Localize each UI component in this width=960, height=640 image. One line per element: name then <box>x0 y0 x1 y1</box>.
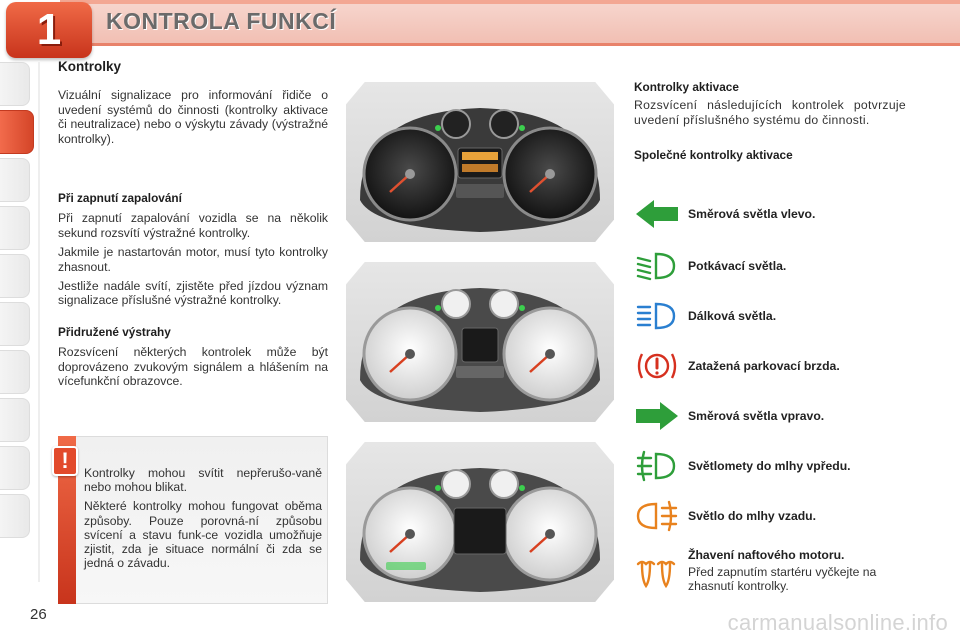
notice-paragraph-1: Kontrolky mohou svítit nepřerušo-vaně nebo mohou blikat. <box>84 466 322 495</box>
activation-title: Kontrolky aktivace <box>634 80 739 94</box>
chapter-tab[interactable] <box>0 254 30 298</box>
exclamation-icon: ! <box>52 446 78 476</box>
lamp-label: Světlomety do mlhy vpředu. <box>688 459 851 473</box>
chapter-tab[interactable] <box>0 398 30 442</box>
dashboard-image-3 <box>346 442 614 602</box>
page-title: KONTROLA FUNKCÍ <box>106 8 337 34</box>
chapter-tab[interactable] <box>0 494 30 538</box>
right-column <box>634 80 906 169</box>
activation-paragraph: Rozsvícení následujících kontrolek potvrzuje uvedení příslušného systému do činnosti. <box>634 98 906 127</box>
notice-paragraph-2: Některé kontrolky mohou fungovat oběma způsoby. Pouze porovná-ní způsobu svícení a stavu funk-ce vozidla umožňuje zjistit, zda je situace normální či zda se jedná o závadu. <box>84 499 322 571</box>
lamp-row-front-fog <box>634 448 851 484</box>
chapter-tab[interactable] <box>0 158 30 202</box>
dashboard-image-2 <box>346 262 614 422</box>
lamp-row-high-beam <box>634 298 776 334</box>
chapter-number: 1 <box>36 5 62 54</box>
warnings-title: Přidružené výstrahy <box>58 324 171 339</box>
dashboard-image-1 <box>346 82 614 242</box>
lamp-label: Směrová světla vpravo. <box>688 409 825 423</box>
ignition-paragraph-3: Jestliže nadále svítí, zjistěte před jízdou význam signalizace příslušné výstražné kontrolky. <box>58 279 328 308</box>
lamp-row-parking-brake <box>634 348 840 384</box>
warnings-paragraph: Rozsvícení některých kontrolek může být doprovázeno zvukovým signálem a hlášením na vícefunkční obrazovce. <box>58 345 328 389</box>
lamp-label: Zatažená parkovací brzda. <box>688 359 840 373</box>
lamp-row-turn-left <box>634 196 815 232</box>
section-title: Kontrolky <box>58 59 122 74</box>
ignition-paragraph-2: Jakmile je nastartován motor, musí tyto kontrolky zhasnout. <box>58 245 328 274</box>
lamp-row-turn-right <box>634 398 824 434</box>
chapter-tab[interactable] <box>0 206 30 250</box>
chapter-tabs <box>0 62 36 542</box>
lamp-label: Směrová světla vlevo. <box>688 207 816 221</box>
front-fog-icon <box>634 448 680 484</box>
left-column <box>58 60 328 394</box>
glow-plug-text <box>688 548 908 593</box>
lamp-row-low-beam <box>634 248 786 284</box>
arrow-right-icon <box>634 398 680 434</box>
instrument-cluster-icon <box>346 262 614 422</box>
lamp-label: Potkávací světla. <box>688 259 787 273</box>
instrument-cluster-icon <box>346 82 614 242</box>
chapter-tab[interactable] <box>0 350 30 394</box>
side-divider <box>38 62 40 582</box>
ignition-title: Při zapnutí zapalování <box>58 191 182 206</box>
notice-text <box>84 466 322 575</box>
glow-plug-note: Před zapnutím startéru vyčkejte na zhasnutí kontrolky. <box>688 565 877 593</box>
lamp-row-glow-plug <box>634 548 908 593</box>
lamp-label: Dálková světla. <box>688 309 777 323</box>
chapter-tab-active[interactable] <box>0 110 34 154</box>
lamp-label: Žhavení naftového motoru. <box>688 548 845 562</box>
parking-brake-icon <box>634 348 680 384</box>
rear-fog-icon <box>634 498 680 534</box>
intro-paragraph: Vizuální signalizace pro informování řidiče o uvedení systémů do činnosti (kontrolky aktivace či neutralizace) nebo o výskytu závady (výstražné kontrolky). <box>58 88 328 146</box>
ignition-paragraph-1: Při zapnutí zapalování vozidla se na několik sekund rozsvítí výstražné kontrolky. <box>58 211 328 240</box>
chapter-tab[interactable] <box>0 302 30 346</box>
low-beam-icon <box>634 248 680 284</box>
lamp-label: Světlo do mlhy vzadu. <box>688 509 816 523</box>
page-number: 26 <box>30 606 47 623</box>
common-activation-title: Společné kontrolky aktivace <box>634 148 793 163</box>
lamp-row-rear-fog <box>634 498 816 534</box>
chapter-tab[interactable] <box>0 446 30 490</box>
arrow-left-icon <box>634 196 680 232</box>
watermark: carmanualsonline.info <box>727 610 948 635</box>
instrument-cluster-icon <box>346 442 614 602</box>
high-beam-icon <box>634 298 680 334</box>
glow-plug-icon <box>634 556 680 592</box>
chapter-tab[interactable] <box>0 62 30 106</box>
